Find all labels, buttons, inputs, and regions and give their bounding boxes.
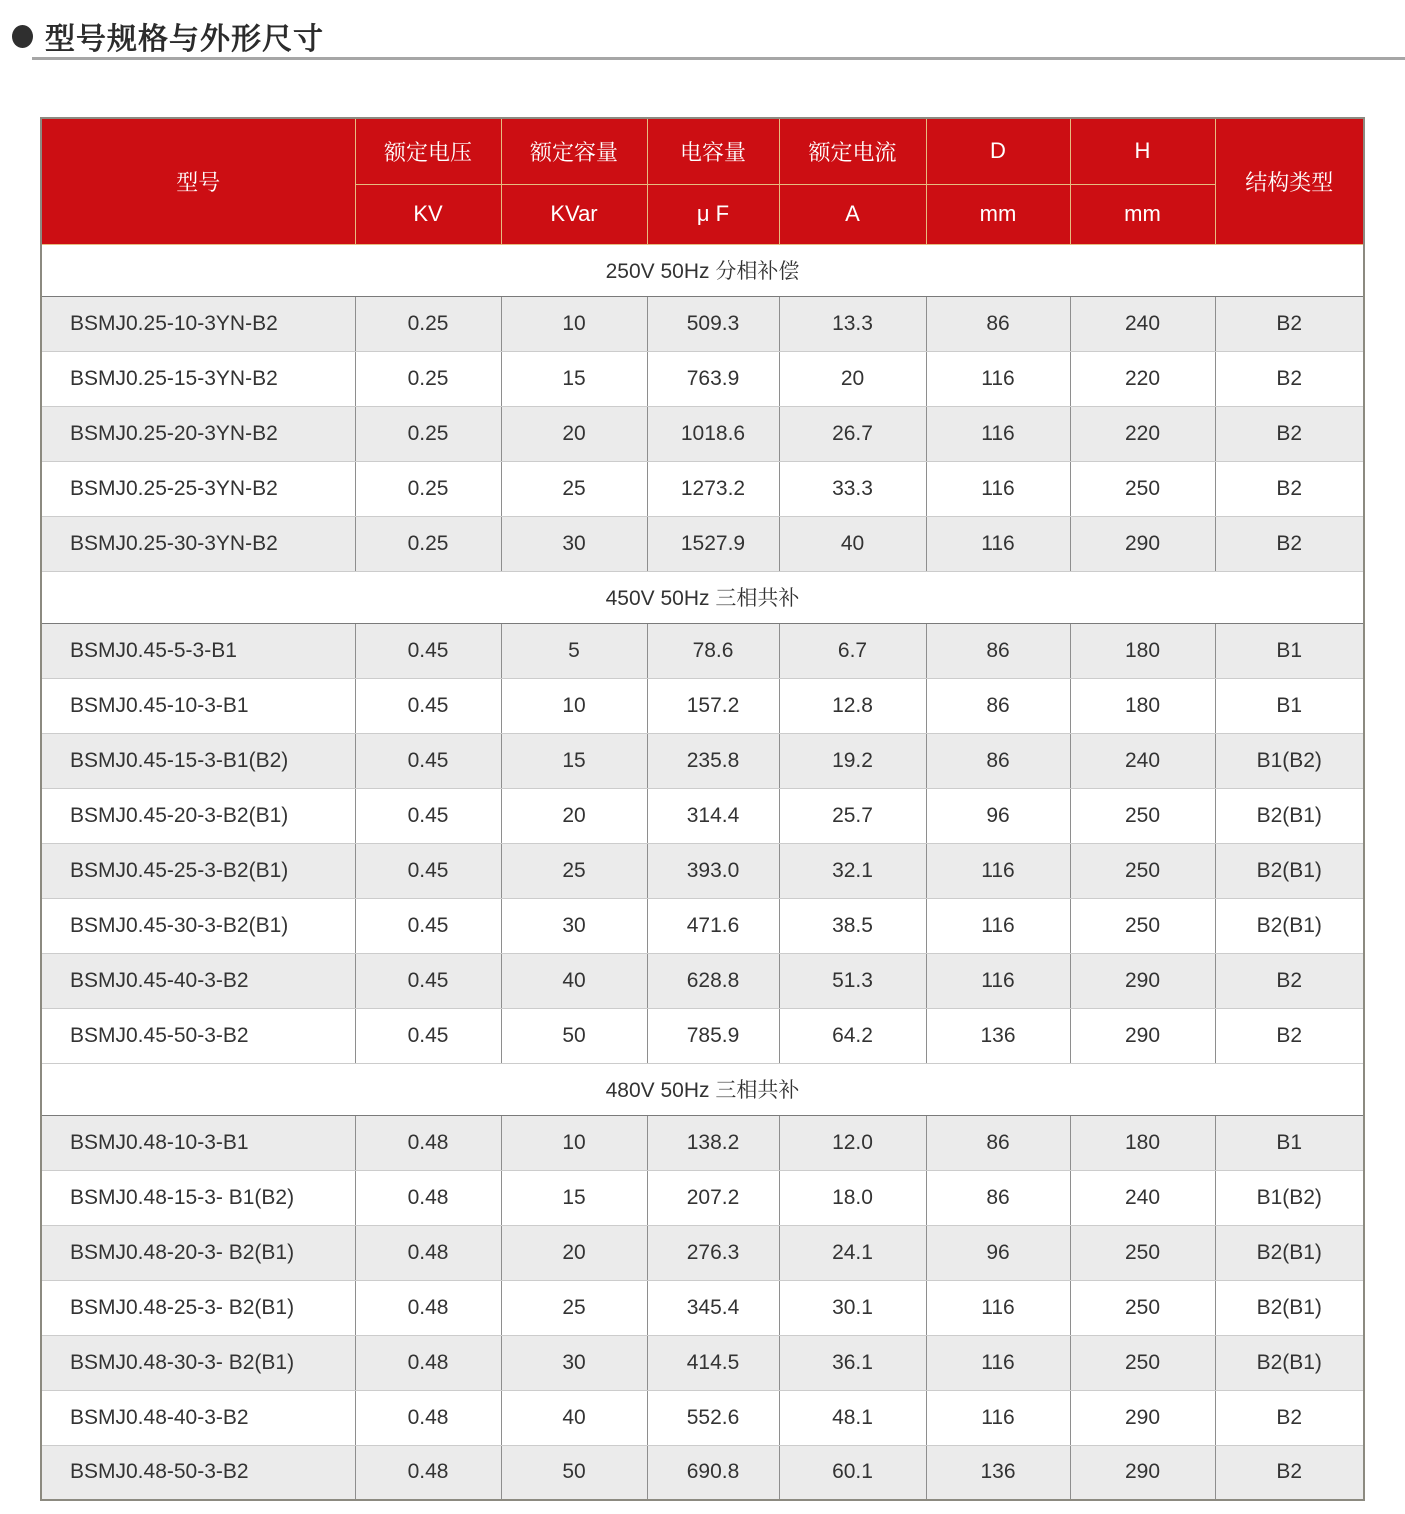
table-row: [41, 461, 1364, 516]
model-cell: BSMJ0.45-40-3-B2: [41, 953, 355, 1008]
col-header-h: H: [1070, 118, 1215, 184]
model-cell: BSMJ0.48-25-3- B2(B1): [41, 1280, 355, 1335]
value-cell: 240: [1070, 733, 1215, 788]
value-cell: B2(B1): [1215, 843, 1364, 898]
value-cell: 0.25: [355, 516, 501, 571]
value-cell: 15: [501, 1170, 647, 1225]
value-cell: 15: [501, 733, 647, 788]
value-cell: 785.9: [647, 1008, 779, 1063]
value-cell: 86: [926, 733, 1070, 788]
value-cell: 345.4: [647, 1280, 779, 1335]
col-header-rated-current: 额定电流: [779, 118, 926, 184]
value-cell: 414.5: [647, 1335, 779, 1390]
value-cell: 116: [926, 351, 1070, 406]
unit-d-mm: mm: [926, 184, 1070, 244]
value-cell: 0.45: [355, 623, 501, 678]
model-cell: BSMJ0.48-40-3-B2: [41, 1390, 355, 1445]
model-cell: BSMJ0.48-10-3-B1: [41, 1115, 355, 1170]
col-header-capacitance: 电容量: [647, 118, 779, 184]
value-cell: 0.45: [355, 1008, 501, 1063]
bullet-icon: [12, 25, 33, 48]
model-cell: BSMJ0.25-10-3YN-B2: [41, 296, 355, 351]
section-title: 450V 50Hz 三相共补: [41, 571, 1364, 623]
model-cell: BSMJ0.45-20-3-B2(B1): [41, 788, 355, 843]
value-cell: 30.1: [779, 1280, 926, 1335]
value-cell: 12.8: [779, 678, 926, 733]
section-header-row: [41, 571, 1364, 623]
value-cell: 250: [1070, 898, 1215, 953]
value-cell: 20: [501, 406, 647, 461]
table-row: [41, 296, 1364, 351]
value-cell: 36.1: [779, 1335, 926, 1390]
value-cell: 86: [926, 623, 1070, 678]
model-cell: BSMJ0.25-30-3YN-B2: [41, 516, 355, 571]
value-cell: 96: [926, 788, 1070, 843]
value-cell: B2(B1): [1215, 898, 1364, 953]
value-cell: 240: [1070, 296, 1215, 351]
value-cell: 0.48: [355, 1225, 501, 1280]
model-cell: BSMJ0.48-50-3-B2: [41, 1445, 355, 1500]
value-cell: 180: [1070, 623, 1215, 678]
value-cell: 38.5: [779, 898, 926, 953]
table-row: [41, 788, 1364, 843]
table-row: [41, 1170, 1364, 1225]
table-row: [41, 678, 1364, 733]
value-cell: 0.25: [355, 296, 501, 351]
model-cell: BSMJ0.48-30-3- B2(B1): [41, 1335, 355, 1390]
value-cell: 86: [926, 1115, 1070, 1170]
table-row: [41, 953, 1364, 1008]
value-cell: B1: [1215, 1115, 1364, 1170]
value-cell: 30: [501, 898, 647, 953]
model-cell: BSMJ0.45-50-3-B2: [41, 1008, 355, 1063]
value-cell: 0.25: [355, 351, 501, 406]
value-cell: B1: [1215, 678, 1364, 733]
value-cell: 116: [926, 516, 1070, 571]
value-cell: 32.1: [779, 843, 926, 898]
value-cell: 0.45: [355, 733, 501, 788]
value-cell: 78.6: [647, 623, 779, 678]
value-cell: 13.3: [779, 296, 926, 351]
value-cell: B2(B1): [1215, 788, 1364, 843]
value-cell: 20: [501, 788, 647, 843]
page-title: 型号规格与外形尺寸: [45, 23, 324, 56]
model-cell: BSMJ0.45-5-3-B1: [41, 623, 355, 678]
value-cell: 763.9: [647, 351, 779, 406]
value-cell: 509.3: [647, 296, 779, 351]
value-cell: 393.0: [647, 843, 779, 898]
col-header-structure-type: 结构类型: [1215, 118, 1364, 244]
value-cell: 220: [1070, 351, 1215, 406]
value-cell: B2: [1215, 516, 1364, 571]
value-cell: 628.8: [647, 953, 779, 1008]
value-cell: 136: [926, 1008, 1070, 1063]
value-cell: 64.2: [779, 1008, 926, 1063]
value-cell: 180: [1070, 678, 1215, 733]
value-cell: 314.4: [647, 788, 779, 843]
value-cell: B2: [1215, 351, 1364, 406]
value-cell: B1(B2): [1215, 1170, 1364, 1225]
value-cell: 250: [1070, 1280, 1215, 1335]
unit-kvar: KVar: [501, 184, 647, 244]
value-cell: 0.48: [355, 1280, 501, 1335]
value-cell: 207.2: [647, 1170, 779, 1225]
value-cell: 0.48: [355, 1170, 501, 1225]
value-cell: 86: [926, 678, 1070, 733]
value-cell: 116: [926, 406, 1070, 461]
value-cell: 290: [1070, 1008, 1215, 1063]
value-cell: 0.48: [355, 1390, 501, 1445]
title-underline: [32, 57, 1405, 60]
value-cell: 157.2: [647, 678, 779, 733]
value-cell: 40: [501, 1390, 647, 1445]
value-cell: B2: [1215, 953, 1364, 1008]
model-cell: BSMJ0.25-25-3YN-B2: [41, 461, 355, 516]
value-cell: 26.7: [779, 406, 926, 461]
value-cell: B2(B1): [1215, 1335, 1364, 1390]
value-cell: 20: [779, 351, 926, 406]
value-cell: 60.1: [779, 1445, 926, 1500]
col-header-d: D: [926, 118, 1070, 184]
section-header-row: [41, 244, 1364, 296]
spec-table: [40, 117, 1365, 1501]
section-title: 480V 50Hz 三相共补: [41, 1063, 1364, 1115]
table-row: [41, 516, 1364, 571]
model-cell: BSMJ0.25-20-3YN-B2: [41, 406, 355, 461]
value-cell: 25.7: [779, 788, 926, 843]
model-cell: BSMJ0.45-10-3-B1: [41, 678, 355, 733]
table-row: [41, 733, 1364, 788]
section-header-row: [41, 1063, 1364, 1115]
table-row: [41, 1445, 1364, 1500]
value-cell: 0.48: [355, 1115, 501, 1170]
value-cell: 86: [926, 296, 1070, 351]
table-row: [41, 406, 1364, 461]
model-cell: BSMJ0.45-25-3-B2(B1): [41, 843, 355, 898]
value-cell: 250: [1070, 1225, 1215, 1280]
col-header-rated-capacity: 额定容量: [501, 118, 647, 184]
value-cell: 0.25: [355, 406, 501, 461]
section-title: 250V 50Hz 分相补偿: [41, 244, 1364, 296]
value-cell: 6.7: [779, 623, 926, 678]
value-cell: 33.3: [779, 461, 926, 516]
value-cell: B1(B2): [1215, 733, 1364, 788]
table-row: [41, 1390, 1364, 1445]
value-cell: 250: [1070, 461, 1215, 516]
value-cell: B2(B1): [1215, 1280, 1364, 1335]
value-cell: B2: [1215, 1390, 1364, 1445]
value-cell: B2(B1): [1215, 1225, 1364, 1280]
value-cell: 290: [1070, 953, 1215, 1008]
value-cell: 24.1: [779, 1225, 926, 1280]
value-cell: 19.2: [779, 733, 926, 788]
value-cell: 30: [501, 1335, 647, 1390]
table-header: [41, 118, 1364, 244]
value-cell: 40: [779, 516, 926, 571]
value-cell: 290: [1070, 1445, 1215, 1500]
value-cell: 116: [926, 843, 1070, 898]
value-cell: 276.3: [647, 1225, 779, 1280]
model-cell: BSMJ0.48-20-3- B2(B1): [41, 1225, 355, 1280]
value-cell: 48.1: [779, 1390, 926, 1445]
value-cell: 0.45: [355, 788, 501, 843]
value-cell: B1: [1215, 623, 1364, 678]
value-cell: B2: [1215, 296, 1364, 351]
value-cell: B2: [1215, 1445, 1364, 1500]
value-cell: 0.45: [355, 898, 501, 953]
value-cell: 290: [1070, 1390, 1215, 1445]
table-row: [41, 623, 1364, 678]
table-row: [41, 1115, 1364, 1170]
table-row: [41, 1225, 1364, 1280]
value-cell: 10: [501, 1115, 647, 1170]
value-cell: 1527.9: [647, 516, 779, 571]
value-cell: 138.2: [647, 1115, 779, 1170]
page-title-row: [12, 14, 324, 58]
model-cell: BSMJ0.45-15-3-B1(B2): [41, 733, 355, 788]
value-cell: 12.0: [779, 1115, 926, 1170]
value-cell: 116: [926, 953, 1070, 1008]
model-cell: BSMJ0.25-15-3YN-B2: [41, 351, 355, 406]
value-cell: 1018.6: [647, 406, 779, 461]
model-cell: BSMJ0.48-15-3- B1(B2): [41, 1170, 355, 1225]
value-cell: 51.3: [779, 953, 926, 1008]
table-row: [41, 1335, 1364, 1390]
value-cell: B2: [1215, 1008, 1364, 1063]
value-cell: 290: [1070, 516, 1215, 571]
model-cell: BSMJ0.45-30-3-B2(B1): [41, 898, 355, 953]
col-header-model: 型号: [41, 118, 355, 244]
table-body: [41, 244, 1364, 1500]
value-cell: 25: [501, 1280, 647, 1335]
value-cell: 250: [1070, 788, 1215, 843]
value-cell: 50: [501, 1445, 647, 1500]
value-cell: 180: [1070, 1115, 1215, 1170]
value-cell: 690.8: [647, 1445, 779, 1500]
value-cell: 96: [926, 1225, 1070, 1280]
value-cell: 471.6: [647, 898, 779, 953]
unit-h-mm: mm: [1070, 184, 1215, 244]
value-cell: 116: [926, 898, 1070, 953]
table-row: [41, 843, 1364, 898]
value-cell: 552.6: [647, 1390, 779, 1445]
value-cell: 116: [926, 1390, 1070, 1445]
value-cell: 40: [501, 953, 647, 1008]
value-cell: 0.45: [355, 678, 501, 733]
value-cell: 86: [926, 1170, 1070, 1225]
value-cell: 116: [926, 461, 1070, 516]
value-cell: B2: [1215, 461, 1364, 516]
value-cell: 235.8: [647, 733, 779, 788]
value-cell: 18.0: [779, 1170, 926, 1225]
value-cell: 250: [1070, 843, 1215, 898]
value-cell: 25: [501, 461, 647, 516]
value-cell: 0.45: [355, 953, 501, 1008]
value-cell: 0.48: [355, 1335, 501, 1390]
value-cell: 30: [501, 516, 647, 571]
header-row-labels: [41, 118, 1364, 184]
value-cell: 10: [501, 678, 647, 733]
value-cell: 1273.2: [647, 461, 779, 516]
value-cell: 0.25: [355, 461, 501, 516]
value-cell: B2: [1215, 406, 1364, 461]
table-row: [41, 1008, 1364, 1063]
unit-kv: KV: [355, 184, 501, 244]
table-row: [41, 1280, 1364, 1335]
value-cell: 0.48: [355, 1445, 501, 1500]
table-row: [41, 898, 1364, 953]
value-cell: 15: [501, 351, 647, 406]
value-cell: 50: [501, 1008, 647, 1063]
table-row: [41, 351, 1364, 406]
col-header-rated-voltage: 额定电压: [355, 118, 501, 184]
value-cell: 240: [1070, 1170, 1215, 1225]
value-cell: 0.45: [355, 843, 501, 898]
value-cell: 25: [501, 843, 647, 898]
value-cell: 20: [501, 1225, 647, 1280]
unit-uf: μ F: [647, 184, 779, 244]
value-cell: 116: [926, 1335, 1070, 1390]
value-cell: 10: [501, 296, 647, 351]
unit-a: A: [779, 184, 926, 244]
value-cell: 136: [926, 1445, 1070, 1500]
value-cell: 5: [501, 623, 647, 678]
value-cell: 116: [926, 1280, 1070, 1335]
value-cell: 250: [1070, 1335, 1215, 1390]
value-cell: 220: [1070, 406, 1215, 461]
